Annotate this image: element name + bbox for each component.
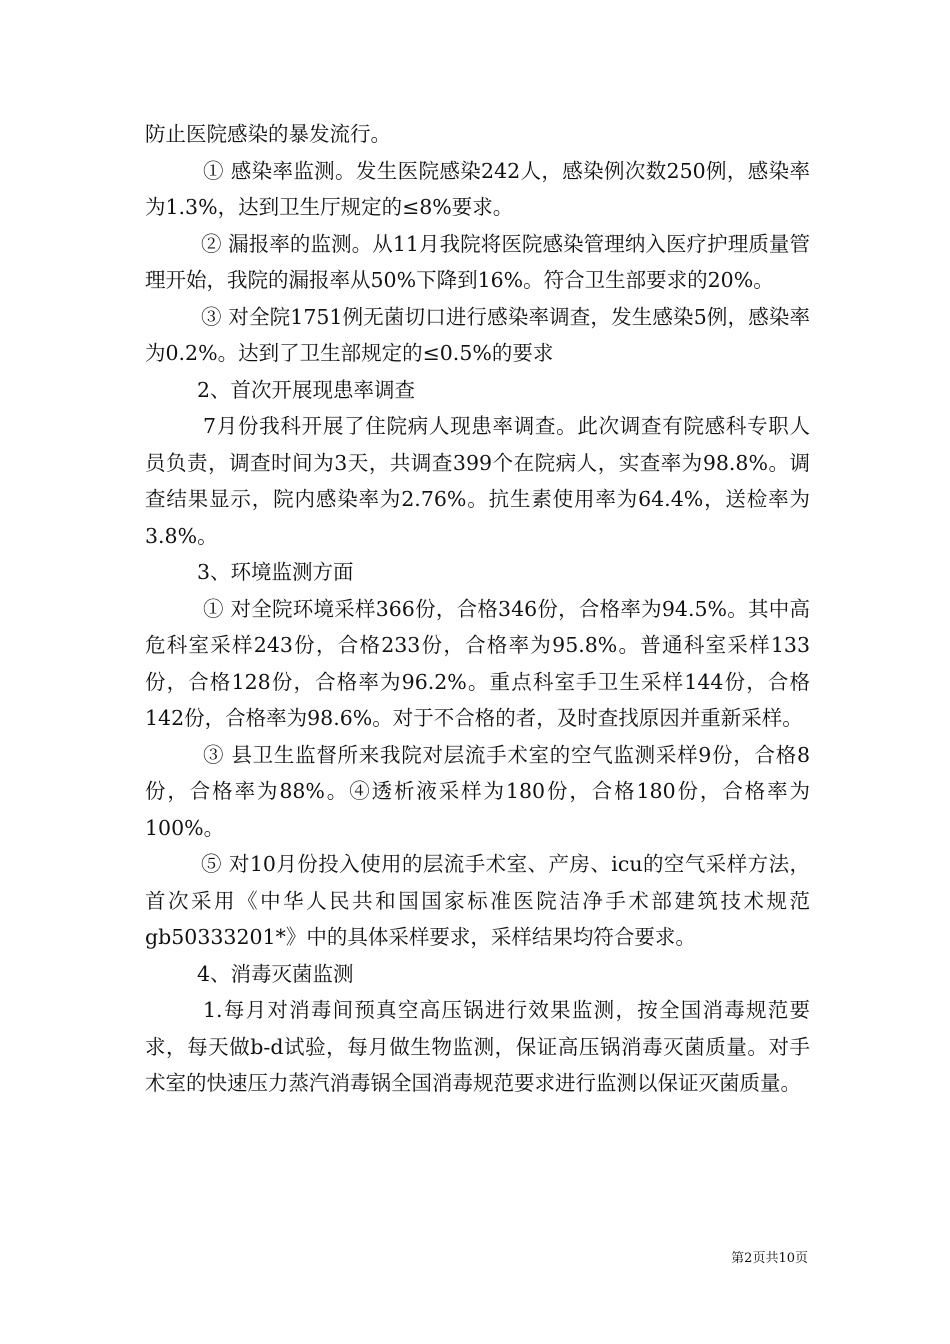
page-number: 第2页共10页 — [731, 1251, 808, 1266]
section-heading-environment-monitoring: 3、环境监测方面 — [197, 560, 354, 584]
paragraph-underreport-rate: ② 漏报率的监测。从11月我院将医院感染管理纳入医疗护理质量管理开始，我院的漏报率从50%下降到16%。符合卫生部要求的20%。 — [145, 231, 810, 292]
section-heading-prevalence-survey: 2、首次开展现患率调查 — [197, 377, 416, 402]
document-body — [145, 116, 810, 1102]
section-heading-disinfection-monitoring: 4、消毒灭菌监测 — [197, 961, 354, 986]
paragraph-sterilizer-monitoring: 1.每月对消毒间预真空高压锅进行效果监测，按全国消毒规范要求，每天做b-d试验，每月做生物监测，保证高压锅消毒灭菌质量。对手术室的快速压力蒸汽消毒锅全国消毒规范要求进行监测以保证灭菌质量。 — [145, 998, 810, 1095]
paragraph-sterile-incision: ③ 对全院1751例无菌切口进行感染率调查，发生感染5例，感染率为0.2%。达到了卫生部规定的≤0.5%的要求 — [145, 304, 810, 365]
paragraph-air-dialysis-sampling: ③ 县卫生监督所来我院对层流手术室的空气监测采样9份，合格8份，合格率为88%。④透析液采样为180份，合格180份，合格率为100%。 — [145, 742, 810, 840]
paragraph-continuation: 防止医院感染的暴发流行。 — [145, 122, 391, 146]
paragraph-prevalence-survey: 7月份我科开展了住院病人现患率调查。此次调查有院感科专职人员负责，调查时间为3天，共调查399个在院病人，实查率为98.8%。调查结果显示，院内感染率为2.76%。抗生素使用率为64.4%，送检率为3.8%。 — [145, 414, 810, 548]
paragraph-laminar-flow-sampling: ⑤ 对10月份投入使用的层流手术室、产房、icu的空气采样方法，首次采用《中华人民共和国国家标准医院洁净手术部建筑技术规范gb50333201*》中的具体采样要求，采样结果均符合要求。 — [145, 852, 810, 949]
paragraph-infection-rate: ① 感染率监测。发生医院感染242人，感染例次数250例，感染率为1.3%，达到卫生厅规定的≤8%要求。 — [145, 158, 810, 219]
paragraph-environment-sampling: ① 对全院环境采样366份，合格346份，合格率为94.5%。其中高危科室采样243份，合格233份，合格率为95.8%。普通科室采样133份，合格128份，合格率为96.2%。重点科室手卫生采样144份，合格142份，合格率为98.6%。对于不合格的者，及时查找原因并重新采样。 — [145, 596, 810, 730]
